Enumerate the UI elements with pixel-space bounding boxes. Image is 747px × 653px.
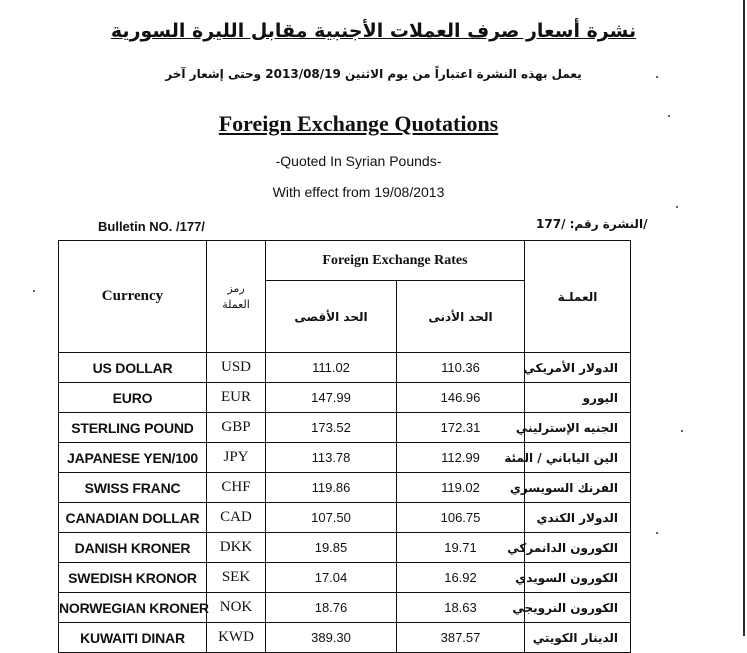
table-row (59, 593, 631, 623)
currency-name: EURO (59, 383, 207, 413)
currency-name: DANISH KRONER (59, 533, 207, 563)
table-row (59, 413, 631, 443)
min-rate: 19.71 (397, 533, 525, 563)
max-rate: 173.52 (266, 413, 397, 443)
currency-name: US DOLLAR (59, 353, 207, 383)
min-rate: 119.02 (397, 473, 525, 503)
table-row (59, 533, 631, 563)
currency-name-ar: الجنيه الإسترليني (525, 413, 631, 443)
currency-name-ar: الكورون السويدي (525, 563, 631, 593)
currency-name: NORWEGIAN KRONER (59, 593, 207, 623)
currency-name: STERLING POUND (59, 413, 207, 443)
max-rate: 147.99 (266, 383, 397, 413)
min-rate-column-header: الحد الأدنى (397, 281, 525, 353)
table-header-row (59, 241, 631, 281)
table-row (59, 503, 631, 533)
currency-code: DKK (207, 533, 266, 563)
currency-code: JPY (207, 443, 266, 473)
min-rate: 18.63 (397, 593, 525, 623)
currency-name: CANADIAN DOLLAR (59, 503, 207, 533)
table-row (59, 473, 631, 503)
code-column-header (207, 241, 266, 353)
currency-code: KWD (207, 623, 266, 653)
scan-speck (656, 532, 658, 534)
currency-name: SWEDISH KRONOR (59, 563, 207, 593)
scan-speck (33, 290, 35, 292)
scan-speck (676, 206, 678, 208)
code-header-line2: العملة (222, 297, 250, 311)
currency-name-ar: اليورو (525, 383, 631, 413)
max-rate: 119.86 (266, 473, 397, 503)
table-row (59, 443, 631, 473)
currency-name-ar: الدينار الكويتي (525, 623, 631, 653)
min-rate: 387.57 (397, 623, 525, 653)
max-rate: 17.04 (266, 563, 397, 593)
min-rate: 146.96 (397, 383, 525, 413)
max-rate: 389.30 (266, 623, 397, 653)
rates-group-header: Foreign Exchange Rates (266, 241, 525, 281)
bulletin-number-en: Bulletin NO. /177/ (98, 219, 205, 234)
currency-name: JAPANESE YEN/100 (59, 443, 207, 473)
min-rate: 106.75 (397, 503, 525, 533)
min-rate: 16.92 (397, 563, 525, 593)
min-rate: 172.31 (397, 413, 525, 443)
bulletin-number-ar: النشرة رقم: /177/ (536, 217, 648, 231)
table-row (59, 563, 631, 593)
max-rate: 111.02 (266, 353, 397, 383)
table-row (59, 353, 631, 383)
page-title: Foreign Exchange Quotations (218, 111, 499, 136)
currency-name: SWISS FRANC (59, 473, 207, 503)
scan-edge (743, 0, 745, 636)
max-rate-column-header: الحد الأقصى (266, 281, 397, 353)
currency-name-ar: الين الياباني / المئة (525, 443, 631, 473)
min-rate: 110.36 (397, 353, 525, 383)
currency-code: NOK (207, 593, 266, 623)
currency-name-ar: الكورون النرويجي (525, 593, 631, 623)
scan-speck (656, 76, 658, 78)
currency-code: USD (207, 353, 266, 383)
scan-speck (668, 115, 670, 117)
arabic-subtitle: يعمل بهذه النشرة اعتباراً من يوم الاثنين 2013/08/19 وحتى إشعار آخر (165, 67, 582, 81)
max-rate: 113.78 (266, 443, 397, 473)
quoted-in-note: -Quoted In Syrian Pounds- (275, 153, 442, 169)
currency-code: SEK (207, 563, 266, 593)
currency-code: CHF (207, 473, 266, 503)
currency-column-header: Currency (59, 241, 207, 353)
effective-date: With effect from 19/08/2013 (272, 184, 445, 200)
currency-name-ar: الدولار الكندي (525, 503, 631, 533)
currency-code: GBP (207, 413, 266, 443)
currency-code: CAD (207, 503, 266, 533)
min-rate: 112.99 (397, 443, 525, 473)
currency-name-ar: الفرنك السويسري (525, 473, 631, 503)
scan-speck (681, 430, 683, 432)
max-rate: 107.50 (266, 503, 397, 533)
exchange-rates-table (58, 240, 631, 653)
currency-name-ar: الكورون الدانمركي (525, 533, 631, 563)
table-row (59, 383, 631, 413)
arabic-currency-column-header: العملـة (525, 241, 631, 353)
max-rate: 19.85 (266, 533, 397, 563)
arabic-title: نشرة أسعار صرف العملات الأجنبية مقابل الليرة السورية (110, 20, 637, 42)
code-header-line1: رمز (227, 281, 245, 295)
currency-name-ar: الدولار الأمريكي (525, 353, 631, 383)
max-rate: 18.76 (266, 593, 397, 623)
currency-code: EUR (207, 383, 266, 413)
table-row (59, 623, 631, 653)
currency-name: KUWAITI DINAR (59, 623, 207, 653)
